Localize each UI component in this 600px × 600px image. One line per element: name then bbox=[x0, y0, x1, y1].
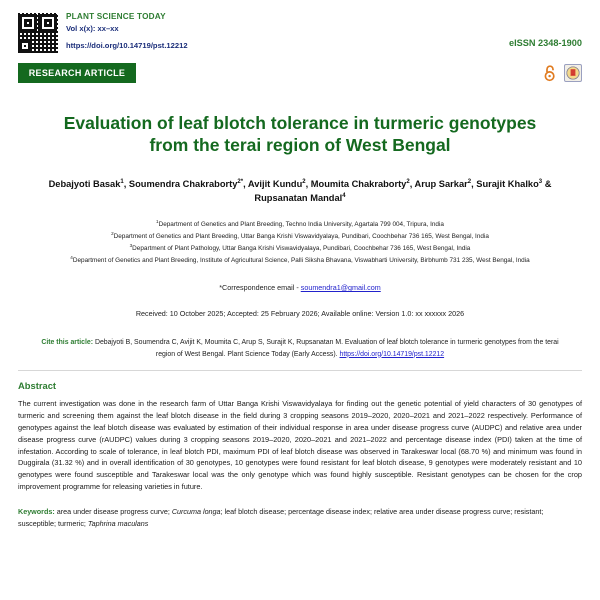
cite-this-article-label: Cite this article: bbox=[41, 339, 94, 347]
journal-title: PLANT SCIENCE TODAY bbox=[66, 12, 166, 21]
affiliation-item: $^3$Department of Plant Pathology, Uttar Banga Krishi Viswavidyalaya, Pundibari, Coochbehar 736 165, West Bengal, India bbox=[129, 242, 471, 252]
article-type-badge: RESEARCH ARTICLE bbox=[18, 63, 136, 83]
abstract-text: The current investigation was done in the research farm of Uttar Banga Krishi Viswavidyalaya for finding out the genetic potential of yield characters of 30 genotypes of turmeric and screening them against the leaf blotch disease in the field during 3 cropping seasons 2019–2020, 2020–2021 and 2021–2022 respectively. Performance of genotypes against the leaf blotch disease was evaluated by estimation of their individual response in area under disease progress curve (AUDPC) and relative area under disease progress curve (rAUDPC) values during 3 cropping seasons 2019–2020, 2020–2021 and 2021–2022 and percentage disease index (PDI) taken at the time of infestation. According to scale of tolerance, in leaf blotch PDI, maximum PDI of leaf blotch disease was observed in Tarakeswar local (68.70 %) and minimum was found in Duggirala (31.32 %) and in overall identification of 30 genotypes, 10 genotypes were found resistant for leaf blotch disease, 9 genotypes were moderately resistant and 10 genotypes were found susceptible and Tarakeswar local was the only genotype which was found highly susceptible. Resistant genotypes can be chosen for the crop improvement programme for releasing varieties in future. bbox=[18, 398, 582, 492]
keywords-label: Keywords: bbox=[18, 507, 55, 517]
divider bbox=[18, 370, 582, 371]
citation-text: Debajyoti B, Soumendra C, Avijit K, Moumita C, Arup S, Surajit K, Rupsanatan M. Evaluation of leaf blotch tolerance in turmeric genotypes from the terai region of West Bengal. Plant Science Today (Early Access). bbox=[93, 339, 559, 358]
qr-code-icon[interactable] bbox=[18, 13, 58, 53]
masthead-left bbox=[18, 10, 188, 83]
journal-volume: Vol x(x): xx–xx bbox=[66, 24, 119, 34]
affiliation-list bbox=[28, 218, 572, 267]
affiliation-item: $^4$Department of Genetics and Plant Breeding, Institute of Agricultural Science, Palli Siksha Bhavana, Viswabharti University, Birbhumb 731 235, West Bengal, India bbox=[70, 255, 530, 265]
badge-row bbox=[543, 64, 582, 82]
journal-doi-link[interactable]: https://doi.org/10.14719/pst.12212 bbox=[66, 40, 188, 50]
page-title: Evaluation of leaf blotch tolerance in turmeric genotypes from the terai region of West Bengal bbox=[63, 113, 537, 156]
journal-brand bbox=[18, 10, 188, 54]
correspondence-label: *Correspondence email - bbox=[219, 283, 301, 293]
affiliation-item: $^2$Department of Genetics and Plant Breeding, Uttar Banga Krishi Viswavidyalaya, Pundibari, Coochbehar 736 165, West Bengal, India bbox=[111, 230, 489, 240]
citation-doi-link[interactable]: https://doi.org/10.14719/pst.12212 bbox=[339, 350, 445, 358]
correspondence-line bbox=[18, 283, 582, 292]
masthead-right bbox=[509, 10, 582, 82]
affiliation-item: $^1$Department of Genetics and Plant Breeding, Techno India University, Agartala 799 004, Tripura, India bbox=[156, 218, 444, 228]
correspondence-email-link[interactable]: soumendra1@gmail.com bbox=[300, 283, 381, 293]
keywords-items: area under disease progress curve; Curcuma longa; leaf blotch disease; percentage disease index; relative area under disease progress curve; resistant; susceptible; turmeric; Taphrina maculans bbox=[18, 507, 544, 528]
keywords-block bbox=[18, 506, 582, 529]
eissn-label: eISSN 2348-1900 bbox=[508, 38, 582, 48]
abstract-heading: Abstract bbox=[18, 379, 57, 391]
citation-block bbox=[40, 337, 560, 360]
creative-commons-icon[interactable] bbox=[564, 64, 582, 82]
author-list: Debajyoti Basak$^1$, Soumendra Chakraborty$^{2*}$, Avijit Kundu$^2$, Moumita Chakraborty$^2$, Arup Sarkar$^2$, Surajit Khalko$^3$ & Rupsanatan Mandal$^4$ bbox=[48, 178, 552, 204]
masthead bbox=[18, 10, 582, 96]
publication-dates: Received: 10 October 2025; Accepted: 25 February 2026; Available online: Version 1.0: xx xxxxxx 2026 bbox=[135, 309, 465, 319]
journal-info bbox=[66, 10, 188, 54]
open-access-icon[interactable] bbox=[543, 64, 557, 82]
